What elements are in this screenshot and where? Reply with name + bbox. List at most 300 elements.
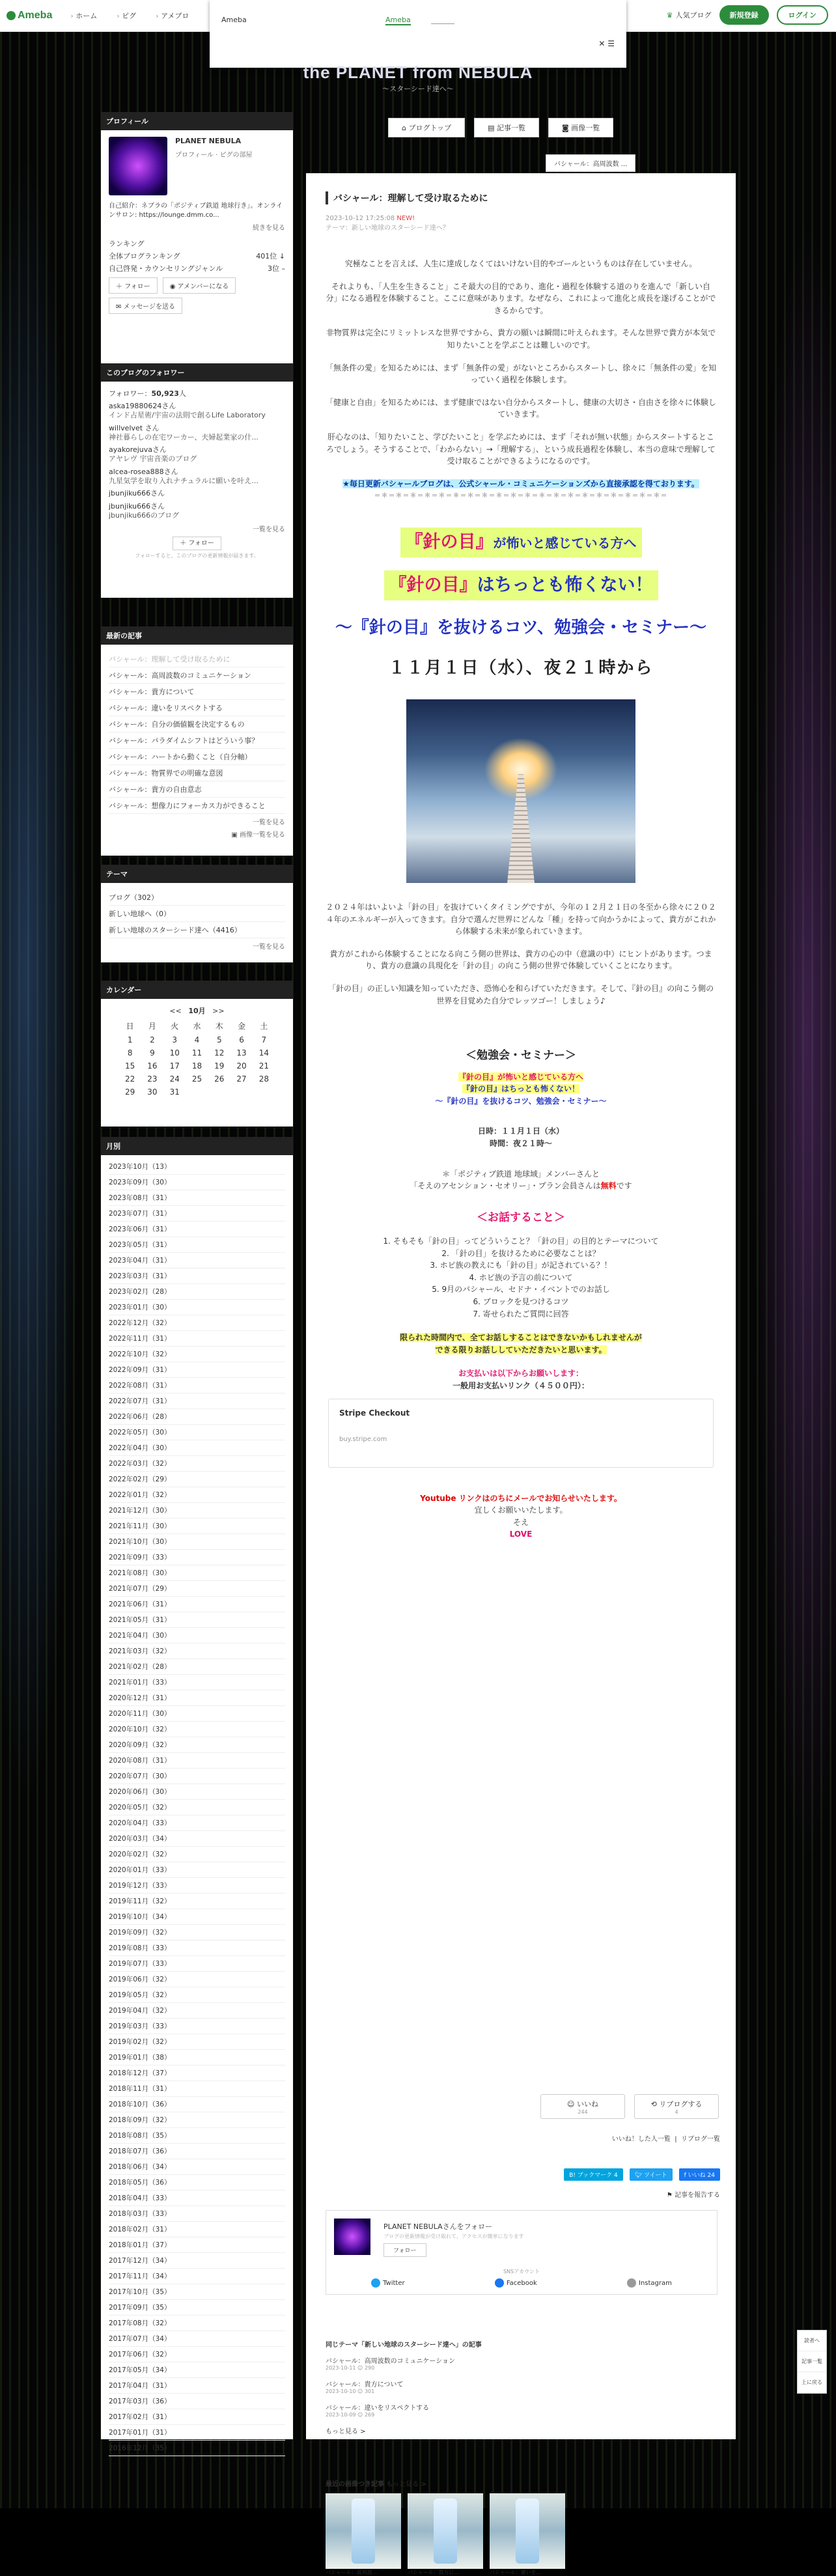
- same-theme-date: 2023-10-10: [326, 2388, 356, 2394]
- stripe-checkout-card[interactable]: [328, 1399, 714, 1468]
- sns-links: [326, 2278, 717, 2288]
- calendar-month: 10月: [188, 1007, 206, 1015]
- month-archive-item[interactable]: 2021年04月（30）: [109, 1628, 285, 1644]
- calendar-day[interactable]: 13: [236, 1048, 247, 1057]
- follower-item[interactable]: [109, 445, 285, 464]
- rank-genre-value: 3位 –: [268, 264, 285, 273]
- report-link[interactable]: [667, 2189, 720, 2199]
- nav-ameblo[interactable]: › アメブロ: [156, 10, 189, 21]
- divider: ＝＊＝＊＝＊＝＊＝＊＝＊＝＊＝＊＝＊＝＊＝＊＝＊＝＊＝＊＝＊＝＊＝＊＝＊＝＊＝＊＝: [374, 492, 668, 500]
- calendar-table: [119, 1018, 275, 1099]
- rank-genre-label[interactable]: 自己啓発・カウンセリングジャンル: [109, 264, 223, 273]
- study-line-3: 〜『針の目』を抜けるコツ、勉強会・セミナー〜: [435, 1096, 607, 1106]
- theme-more-link[interactable]: 一覧を見る: [253, 944, 285, 951]
- calendar-day: [253, 1085, 275, 1099]
- same-theme-articles: [326, 2339, 716, 2435]
- login-button[interactable]: ログイン: [777, 5, 828, 25]
- month-archive-item[interactable]: 2021年03月（32）: [109, 1644, 285, 1659]
- follower-item[interactable]: [109, 489, 285, 498]
- latest-article-item[interactable]: バシャール：パラダイムシフトはどういう事？: [109, 733, 285, 749]
- month-archive-item[interactable]: 2017年11月（34）: [109, 2269, 285, 2284]
- follower-item[interactable]: [109, 468, 285, 486]
- calendar-day[interactable]: 16: [147, 1061, 158, 1071]
- month-archive-item[interactable]: 2019年02月（32）: [109, 2034, 285, 2050]
- image-list-label: 画像一覧: [571, 124, 600, 132]
- month-archive-item[interactable]: 2021年01月（33）: [109, 1675, 285, 1690]
- month-archive-item[interactable]: 2016年12月（35）: [109, 2441, 285, 2456]
- month-archive-item[interactable]: 2018年04月（33）: [109, 2191, 285, 2206]
- month-archive-item[interactable]: 2021年06月（31）: [109, 1597, 285, 1612]
- stairway-image[interactable]: [406, 699, 635, 883]
- message-label: メッセージを送る: [123, 303, 175, 311]
- month-archive-item[interactable]: 2020年05月（32）: [109, 1800, 285, 1815]
- float-reader-button[interactable]: 読者へ: [798, 2331, 826, 2351]
- calendar-day[interactable]: 25: [191, 1074, 202, 1084]
- calendar-day[interactable]: 19: [214, 1061, 225, 1071]
- follower-user: willvelvet さん: [109, 423, 160, 432]
- tweet-button[interactable]: [630, 2168, 673, 2181]
- follow-card-avatar[interactable]: [334, 2219, 370, 2255]
- follower-item[interactable]: [109, 402, 285, 421]
- payment-link-label: 一般用お支払いリンク（４５００円）：: [453, 1381, 589, 1391]
- calendar-day-header: 水: [193, 1022, 201, 1031]
- fb-label: いいね: [688, 2172, 706, 2179]
- month-archive-item[interactable]: 2021年10月（30）: [109, 1534, 285, 1550]
- latest-article-item[interactable]: バシャール：貴方について: [109, 684, 285, 700]
- calendar-day-header: 木: [215, 1022, 223, 1031]
- month-archive-item[interactable]: 2022年09月（31）: [109, 1362, 285, 1378]
- month-archive-item[interactable]: 2017年01月（31）: [109, 2425, 285, 2441]
- stripe-title: Stripe Checkout: [339, 1408, 410, 1418]
- month-archive-item[interactable]: 2018年06月（34）: [109, 2159, 285, 2175]
- profile-more-link[interactable]: 続きを見る: [253, 225, 285, 232]
- month-archive-item[interactable]: 2019年12月（33）: [109, 1878, 285, 1894]
- calendar-day[interactable]: 30: [147, 1087, 158, 1097]
- calendar-day[interactable]: 28: [258, 1074, 269, 1084]
- calendar-day[interactable]: 10: [169, 1048, 180, 1057]
- calendar-day: [230, 1085, 253, 1099]
- theme-item[interactable]: 新しい地球のスターシード達へ（4416）: [109, 922, 285, 938]
- event-time: 時間：夜２１時〜: [489, 1138, 552, 1148]
- month-archive-item[interactable]: 2020年03月（34）: [109, 1831, 285, 1847]
- report-label: 記事を報告する: [675, 2192, 720, 2199]
- thumbnail-label[interactable]: バシャール：違いを...: [490, 2569, 542, 2575]
- month-archive-item[interactable]: 2022年01月（32）: [109, 1487, 285, 1503]
- follow-card-button[interactable]: フォロー: [383, 2243, 426, 2257]
- popup-close-icon[interactable]: ✕ ☰: [598, 39, 615, 48]
- month-archive-item[interactable]: 2017年06月（32）: [109, 2347, 285, 2362]
- month-archive-item[interactable]: 2023年07月（31）: [109, 1206, 285, 1222]
- month-archive-item[interactable]: 2017年02月（31）: [109, 2409, 285, 2425]
- month-archive-item[interactable]: 2022年06月（28）: [109, 1409, 285, 1425]
- month-archive-item[interactable]: 2023年06月（31）: [109, 1222, 285, 1237]
- hatena-count: 4: [614, 2172, 618, 2179]
- calendar-day[interactable]: 20: [236, 1061, 247, 1071]
- calendar-next[interactable]: >>: [212, 1007, 225, 1015]
- month-archive-item[interactable]: 2017年10月（35）: [109, 2284, 285, 2300]
- month-archive-item[interactable]: 2017年05月（34）: [109, 2362, 285, 2378]
- follow-card-desc: ブログの更新情報が受け取れて、アクセスが簡単になります: [383, 2233, 524, 2239]
- nav-home[interactable]: › ホーム: [70, 10, 97, 21]
- same-theme-date: 2023-10-11: [326, 2365, 356, 2371]
- month-archive-item[interactable]: 2019年10月（34）: [109, 1909, 285, 1925]
- profile-follow-button[interactable]: [109, 277, 158, 294]
- calendar-day-header: 月: [148, 1022, 156, 1031]
- same-theme-title: バシャール：違いをリスペクトする: [326, 2405, 430, 2412]
- facebook-link[interactable]: [495, 2278, 537, 2288]
- paragraph: 「無条件の愛」を知るためには、まず「無条件の愛」がないところからスタートし、徐々に「無条件の愛」を知っていく過程を体験します。: [326, 363, 717, 385]
- calendar-day[interactable]: 24: [169, 1074, 180, 1084]
- latest-more-images-link[interactable]: [109, 829, 285, 839]
- calendar-day[interactable]: 7: [261, 1035, 267, 1044]
- follower-blog: 九星気学を取り入れナチュラルに願いを叶え...: [109, 477, 258, 486]
- ranking-label: ランキング: [109, 240, 145, 248]
- topic-item: 3. ホピ族の教えにも「針の目」が記されている？！: [430, 1261, 612, 1270]
- month-archive-item[interactable]: 2018年10月（36）: [109, 2097, 285, 2112]
- calendar-day[interactable]: 5: [216, 1035, 222, 1044]
- followers-note: フォローすると、このブログの更新情報が届きます。: [135, 553, 259, 559]
- follower-count: [109, 388, 285, 399]
- month-archive-item[interactable]: 2018年07月（36）: [109, 2144, 285, 2159]
- facebook-icon: [495, 2278, 504, 2288]
- month-archive-item[interactable]: 2022年10月（32）: [109, 1347, 285, 1362]
- reblog-list-link[interactable]: リブログ一覧: [681, 2136, 720, 2143]
- smile-icon: ☺: [567, 2099, 577, 2108]
- regards: 宜しくお願いいたします。: [474, 1505, 568, 1515]
- signature-name: そえ: [512, 1517, 529, 1527]
- paragraph: 「針の目」の正しい知識を知っていただき、恐怖心を和らげていただきます。そして、『針の目』の向こう側の世界を目覚めた自分でレッツゴー！しましょう♪: [327, 984, 714, 1005]
- latest-article-item[interactable]: バシャール：高周波数のコミュニケーション: [109, 667, 285, 684]
- profile-intro: 自己紹介：ネブラの「ポジティブ鉄道 地球行き」。オンラインサロン: https://lounge.dmm.co...: [109, 203, 283, 219]
- calendar-widget: [101, 981, 293, 1127]
- month-archive-item[interactable]: 2019年01月（38）: [109, 2050, 285, 2065]
- header-popup-ad: [210, 0, 626, 68]
- latest-more-link[interactable]: 一覧を見る: [253, 819, 285, 826]
- latest-article-item[interactable]: バシャール：貴方の自由意志: [109, 781, 285, 798]
- entry-theme[interactable]: テーマ：新しい地球のスターシード達へ？: [326, 225, 449, 232]
- blog-title[interactable]: the PLANET from NEBULA: [303, 63, 533, 82]
- article-thumbnail[interactable]: [490, 2493, 565, 2569]
- theme-select-button[interactable]: バシャール：高周波数 ...: [546, 154, 635, 172]
- month-archive-item[interactable]: 2021年12月（30）: [109, 1503, 285, 1519]
- thumbnail-label[interactable]: バシャール：貴方に...: [408, 2569, 460, 2575]
- avatar[interactable]: [109, 137, 167, 195]
- month-archive-item[interactable]: 2019年04月（32）: [109, 2003, 285, 2019]
- smile-icon: ☺: [357, 2412, 363, 2418]
- month-archive-item[interactable]: 2017年04月（31）: [109, 2378, 285, 2394]
- month-archive-item[interactable]: 2022年04月（30）: [109, 1440, 285, 1456]
- latest-article-item[interactable]: バシャール：理解して受け取るために: [109, 651, 285, 667]
- home-icon: ⌂: [402, 124, 409, 132]
- month-archive-item[interactable]: 2018年12月（37）: [109, 2065, 285, 2081]
- float-top-button[interactable]: 上に戻る: [798, 2372, 826, 2393]
- month-archive-item[interactable]: 2018年05月（36）: [109, 2175, 285, 2191]
- stripe-domain: buy.stripe.com: [339, 1436, 387, 1444]
- instagram-icon: [627, 2278, 636, 2288]
- month-archive-item[interactable]: 2020年07月（30）: [109, 1769, 285, 1784]
- signup-button[interactable]: 新規登録: [719, 5, 769, 25]
- profile-links[interactable]: プロフィール · ピグの部屋: [175, 152, 253, 159]
- popup-underline: [431, 16, 454, 24]
- twitter-icon: 🐦︎: [634, 2172, 645, 2179]
- calendar-day: [208, 1085, 230, 1099]
- month-archive-item[interactable]: 2022年02月（29）: [109, 1472, 285, 1487]
- message-button[interactable]: [109, 298, 182, 314]
- paragraph: それよりも、「人生を生きること」こそ最大の目的であり、進化・過程を体験する道のりを進んで「新しい自分」になる過程を体験すること。ここに意味があります。なぜなら、これによって進化と成長を遂げることができるからです。: [326, 281, 716, 315]
- month-archive-item[interactable]: 2017年07月（34）: [109, 2331, 285, 2347]
- headline-1b: が怖いと感じている方へ: [493, 535, 637, 551]
- nav-pigg[interactable]: › ピグ: [117, 10, 136, 21]
- month-archive-item[interactable]: 2021年07月（29）: [109, 1581, 285, 1597]
- month-archive-item[interactable]: 2019年06月（32）: [109, 1972, 285, 1987]
- study-line-2: 『針の目』はちっとも怖くない！: [462, 1084, 579, 1094]
- month-archive-item[interactable]: 2023年05月（31）: [109, 1237, 285, 1253]
- follower-user: aska19880624さん: [109, 402, 176, 410]
- limit-note-1: 限られた時間内で、全てお話しすることはできないかもしれませんが: [400, 1333, 642, 1343]
- calendar-day[interactable]: 27: [236, 1074, 247, 1084]
- month-archive-item[interactable]: 2022年05月（30）: [109, 1425, 285, 1440]
- month-archive-item[interactable]: 2017年08月（32）: [109, 2316, 285, 2331]
- theme-item[interactable]: ブログ（302）: [109, 889, 285, 906]
- same-theme-title: バシャール：貴方について: [326, 2381, 404, 2388]
- follower-count-label: フォロワー：: [109, 389, 152, 398]
- follow-label: フォロー: [188, 540, 214, 548]
- amember-button[interactable]: [163, 277, 236, 294]
- calendar-day[interactable]: 21: [258, 1061, 269, 1071]
- calendar-day[interactable]: 29: [125, 1087, 135, 1097]
- popup-label: Ameba: [221, 16, 247, 24]
- topics-list: [326, 1235, 716, 1320]
- calendar-day[interactable]: 1: [127, 1035, 133, 1044]
- fb-count: 24: [707, 2172, 715, 2179]
- followers-follow-button[interactable]: [173, 537, 221, 550]
- blog-nav: [388, 118, 613, 137]
- follower-blog: jbunjiku666のブログ: [109, 511, 180, 520]
- month-archive-item[interactable]: 2022年07月（31）: [109, 1393, 285, 1409]
- image-list-button[interactable]: [548, 118, 613, 137]
- calendar-day-header: 火: [171, 1022, 179, 1031]
- calendar-day[interactable]: 18: [191, 1061, 202, 1071]
- calendar-day[interactable]: 26: [214, 1074, 225, 1084]
- reaction-row: [540, 2094, 719, 2119]
- instagram-link[interactable]: [627, 2278, 672, 2288]
- paragraph: ２０２４年はいよいよ「針の目」を抜けていくタイミングですが、今年の１２月２１日の冬至から徐々に２０２４年のエネルギーが入ってきます。自分で選んだ世界にどんな「種」を持って向かうかによって、貴方がこれから体験する未来が象られていきます。: [326, 903, 716, 936]
- same-theme-likes: 290: [364, 2365, 375, 2371]
- calendar-day: [186, 1085, 208, 1099]
- month-archive-item[interactable]: 2017年12月（34）: [109, 2253, 285, 2269]
- twitter-link[interactable]: [371, 2278, 405, 2288]
- list-icon: ▤: [488, 124, 497, 132]
- calendar-day[interactable]: 11: [191, 1048, 202, 1057]
- follow-card-name[interactable]: PLANET NEBULAさんをフォロー: [383, 2222, 493, 2231]
- follower-item[interactable]: [109, 502, 285, 521]
- calendar-day[interactable]: 31: [169, 1087, 180, 1097]
- hatena-bookmark-button[interactable]: [564, 2168, 623, 2181]
- month-archive-item[interactable]: 2023年10月（13）: [109, 1159, 285, 1175]
- month-archive-item[interactable]: 2020年01月（33）: [109, 1862, 285, 1878]
- profile-name[interactable]: PLANET NEBULA: [175, 137, 242, 145]
- tweet-label: ツイート: [644, 2172, 667, 2179]
- paragraph: 「健康と自由」を知るためには、まず健康ではない自分からスタートし、健康の大切さ・自由さを徐々に体験していきます。: [326, 397, 717, 419]
- month-archive-item[interactable]: 2017年09月（35）: [109, 2300, 285, 2316]
- calendar-day-header: 金: [238, 1022, 246, 1031]
- month-archive-item[interactable]: 2023年08月（31）: [109, 1190, 285, 1206]
- follower-user: jbunjiku666さん: [109, 489, 165, 498]
- follower-user: alcea-rosea888さん: [109, 467, 178, 476]
- calendar-day[interactable]: 22: [125, 1074, 135, 1084]
- same-theme-likes: 269: [364, 2412, 375, 2418]
- followers-more-link[interactable]: 一覧を見る: [253, 526, 285, 534]
- month-archive-item[interactable]: 2020年02月（32）: [109, 1847, 285, 1862]
- month-archive-item[interactable]: 2018年08月（35）: [109, 2128, 285, 2144]
- month-archive-item[interactable]: 2018年09月（32）: [109, 2112, 285, 2128]
- month-archive-item[interactable]: 2018年01月（37）: [109, 2237, 285, 2253]
- calendar-day[interactable]: 8: [127, 1048, 133, 1057]
- headline-1a: 『針の目』: [405, 531, 494, 552]
- latest-article-item[interactable]: バシャール：自分の価値観を決定するもの: [109, 716, 285, 733]
- month-archive-item[interactable]: 2019年03月（33）: [109, 2019, 285, 2034]
- month-archive-item[interactable]: 2020年12月（31）: [109, 1690, 285, 1706]
- follower-blog: インド占星術/宇宙の法則で創るLife Laboratory: [109, 411, 266, 420]
- month-archive-item[interactable]: 2018年02月（31）: [109, 2222, 285, 2237]
- reblog-button[interactable]: [634, 2094, 719, 2119]
- month-archive-item[interactable]: 2018年11月（31）: [109, 2081, 285, 2097]
- calendar-day[interactable]: 17: [169, 1061, 180, 1071]
- month-archive-item[interactable]: 2020年09月（32）: [109, 1737, 285, 1753]
- blog-subtitle: 〜スターシード達へ〜: [382, 85, 454, 93]
- calendar-day[interactable]: 15: [125, 1061, 135, 1071]
- latest-article-item[interactable]: バシャール：想像力にフォーカス力ができること: [109, 798, 285, 814]
- members-note-2: [326, 1180, 716, 1192]
- blog-top-label: ブログトップ: [408, 124, 452, 132]
- month-archive-item[interactable]: 2017年03月（36）: [109, 2394, 285, 2409]
- image-articles-more[interactable]: もっと見る >: [386, 2481, 426, 2488]
- followers-header: このブログのフォロワー: [101, 363, 293, 382]
- topic-item: 4. ホピ族の予言の前について: [469, 1272, 573, 1282]
- calendar-nav: [109, 1005, 285, 1016]
- facebook-like-button[interactable]: [679, 2168, 720, 2181]
- floating-menu: [797, 2330, 827, 2394]
- calendar-day-header: 日: [126, 1022, 134, 1031]
- like-users-link[interactable]: いいね！した人一覧: [611, 2136, 671, 2143]
- month-archive-item[interactable]: 2019年08月（33）: [109, 1940, 285, 1956]
- like-button[interactable]: [540, 2094, 625, 2119]
- same-theme-item[interactable]: [326, 2379, 716, 2394]
- same-theme-item[interactable]: [326, 2402, 716, 2418]
- month-archive-item[interactable]: 2020年10月（32）: [109, 1722, 285, 1737]
- image-articles: [326, 2478, 716, 2576]
- article-thumbnail[interactable]: [408, 2493, 483, 2569]
- theme-item[interactable]: 新しい地球へ（0）: [109, 906, 285, 922]
- follow-label: フォロー: [124, 283, 150, 290]
- payment-heading: お支払いは以下からお願いします：: [458, 1369, 583, 1379]
- article-thumbnail[interactable]: [326, 2493, 401, 2569]
- month-archive-item[interactable]: 2021年11月（30）: [109, 1519, 285, 1534]
- ameba-logo-icon: [7, 11, 16, 20]
- logo-text: Ameba: [18, 10, 53, 21]
- month-archive-item[interactable]: 2020年04月（33）: [109, 1815, 285, 1831]
- month-archive-item[interactable]: 2019年11月（32）: [109, 1894, 285, 1909]
- month-archive-item[interactable]: 2021年02月（28）: [109, 1659, 285, 1675]
- month-archive-item[interactable]: 2019年09月（32）: [109, 1925, 285, 1940]
- follower-blog: アヤレヴ 宇宙音楽のブログ: [109, 455, 197, 464]
- follower-count-unit: 人: [178, 389, 186, 398]
- calendar-day[interactable]: 4: [194, 1035, 200, 1044]
- calendar-day[interactable]: 6: [239, 1035, 244, 1044]
- calendar-day[interactable]: 14: [258, 1048, 269, 1057]
- entry-column: [306, 173, 736, 2575]
- calendar-day[interactable]: 23: [147, 1074, 158, 1084]
- month-archive-item[interactable]: 2018年03月（33）: [109, 2206, 285, 2222]
- entry-date: 2023-10-12 17:25:08: [326, 215, 395, 222]
- new-badge: NEW!: [397, 215, 415, 222]
- month-archive-item[interactable]: 2019年05月（32）: [109, 1987, 285, 2003]
- calendar-day-header: 土: [260, 1022, 268, 1031]
- latest-article-item[interactable]: バシャール：ハートから動くこと（自分軸）: [109, 749, 285, 765]
- calendar-day[interactable]: 3: [172, 1035, 178, 1044]
- month-archive-item[interactable]: 2021年08月（30）: [109, 1565, 285, 1581]
- follower-count-value: 50,923: [151, 389, 179, 398]
- month-archive-item[interactable]: 2020年11月（30）: [109, 1706, 285, 1722]
- month-archive-item[interactable]: 2019年07月（33）: [109, 1956, 285, 1972]
- same-theme-item[interactable]: [326, 2355, 716, 2371]
- latest-article-item[interactable]: バシャール：違いをリスペクトする: [109, 700, 285, 716]
- monthly-header: 月別: [101, 1137, 293, 1155]
- calendar-day[interactable]: 12: [214, 1048, 225, 1057]
- month-archive-item[interactable]: 2023年02月（28）: [109, 1284, 285, 1300]
- calendar-day[interactable]: 9: [150, 1048, 155, 1057]
- blog-top-button[interactable]: [388, 118, 465, 137]
- article-list-button[interactable]: [474, 118, 539, 137]
- entry-title[interactable]: バシャール：理解して受け取るために: [326, 191, 720, 204]
- twitter-label: Twitter: [383, 2280, 405, 2287]
- month-archive-item[interactable]: 2022年03月（32）: [109, 1456, 285, 1472]
- entry-body: [326, 258, 716, 1541]
- topic-item: 2. 「針の目」を抜けるために必要なことは？: [441, 1248, 600, 1258]
- instagram-label: Instagram: [639, 2280, 672, 2287]
- month-archive-item[interactable]: 2021年05月（31）: [109, 1612, 285, 1628]
- month-archive-item[interactable]: 2021年09月（33）: [109, 1550, 285, 1565]
- plus-icon: ＋: [180, 540, 189, 548]
- headline-2b: はちっとも怖くない！: [477, 574, 653, 595]
- hatena-label: B! ブックマーク: [569, 2172, 613, 2179]
- same-theme-more-link[interactable]: もっと見る >: [326, 2428, 366, 2435]
- month-archive-item[interactable]: 2023年01月（30）: [109, 1300, 285, 1315]
- follower-item[interactable]: [109, 424, 285, 443]
- popular-blog-link[interactable]: [667, 10, 712, 20]
- calendar-prev[interactable]: <<: [169, 1007, 182, 1015]
- image-articles-header: 最近の画像つき記事: [326, 2481, 384, 2488]
- month-archive-item[interactable]: 2023年04月（31）: [109, 1253, 285, 1268]
- facebook-label: Facebook: [506, 2280, 537, 2287]
- thumbnail-label[interactable]: バシャール：高周波...: [326, 2569, 378, 2575]
- month-archive-item[interactable]: 2020年08月（31）: [109, 1753, 285, 1769]
- month-archive-item[interactable]: 2022年12月（32）: [109, 1315, 285, 1331]
- follow-card: [326, 2210, 718, 2295]
- event-date: 日時：１１月１日（水）: [477, 1127, 564, 1136]
- month-archive-item[interactable]: 2023年09月（30）: [109, 1175, 285, 1190]
- month-archive-item[interactable]: 2023年03月（31）: [109, 1268, 285, 1284]
- follower-user: ayakorejuvaさん: [109, 445, 167, 455]
- float-list-button[interactable]: 記事一覧: [798, 2351, 826, 2372]
- month-archive-item[interactable]: 2022年11月（31）: [109, 1331, 285, 1347]
- popup-link[interactable]: Ameba: [385, 16, 411, 24]
- ameba-logo[interactable]: [7, 10, 52, 21]
- month-archive-item[interactable]: 2020年06月（30）: [109, 1784, 285, 1800]
- month-archive-item[interactable]: 2022年08月（31）: [109, 1378, 285, 1393]
- latest-article-item[interactable]: バシャール：物質界での明確な意図: [109, 765, 285, 781]
- calendar-day[interactable]: 2: [150, 1035, 155, 1044]
